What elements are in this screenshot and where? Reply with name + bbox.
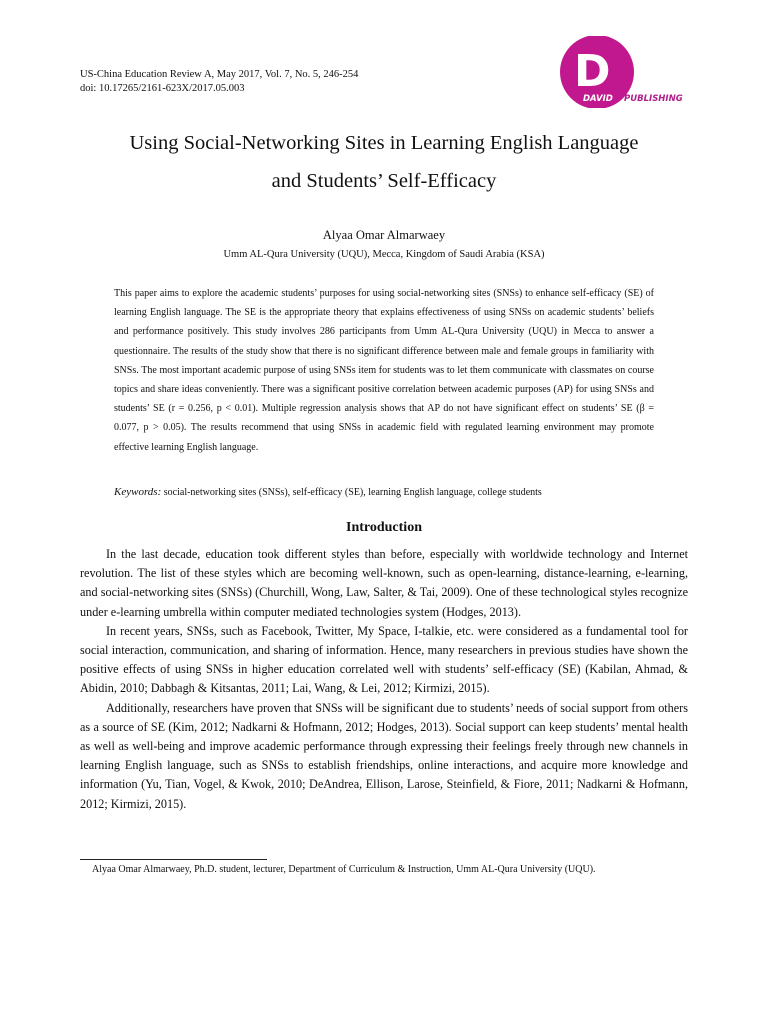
david-publishing-logo — [554, 36, 694, 108]
title-line-2: and Students’ Self-Efficacy — [271, 170, 497, 192]
footnote: Alyaa Omar Almarwaey, Ph.D. student, lecturer, Department of Curriculum & Instruction, Umm AL-Qura University (UQU). — [92, 864, 596, 875]
paragraph: Additionally, researchers have proven that SNSs will be significant due to students’ needs of social support from others as a source of SE (Kim, 2012; Nadkarni & Hofmann, 2012; Hodges, 2013). Social support can keep students’ mental health as well as well-being and improve academic performance through expressing their feelings freely through new channels in learning English language, such as SNSs to establish friendships, online interactions, and acquire more knowledge and information (Yu, Tian, Vogel, & Kwok, 2010; DeAndrea, Ellison, Larose, Steinfield, & Fiore, 2011; Nadkarni & Hofmann, 2012; Kirmizi, 2015). — [80, 700, 688, 811]
keywords — [114, 486, 674, 498]
introduction-heading: Introduction — [346, 520, 422, 535]
logo-text-publishing: PUBLISHING — [624, 94, 683, 104]
journal-citation: US-China Education Review A, May 2017, Vol. 7, No. 5, 246-254 — [80, 69, 359, 80]
logo-text-david: DAVID — [583, 94, 613, 104]
author-affiliation: Umm AL-Qura University (UQU), Mecca, Kingdom of Saudi Arabia (KSA) — [223, 249, 545, 260]
doi: doi: 10.17265/2161-623X/2017.05.003 — [80, 83, 245, 94]
keywords-text: social-networking sites (SNSs), self-efficacy (SE), learning English language, college students — [163, 487, 542, 498]
logo-letter: D — [574, 46, 611, 97]
introduction-body — [80, 545, 688, 814]
paragraph: In the last decade, education took different styles than before, especially with worldwide technology and Internet revolution. The list of these styles which are becoming well-known, such as open-learning, distance-learning, e-learning, and social-networking sites (SNSs) (Churchill, Wong, Law, Salter, & Tai, 2009). One of these technological styles recognize under e-learning umbrella within computer mediated technologies system (Hodges, 2013). — [80, 547, 688, 619]
author-name: Alyaa Omar Almarwaey — [322, 228, 446, 242]
abstract: This paper aims to explore the academic students’ purposes for using social-networking sites (SNSs) to enhance self-efficacy (SE) of learning English language. The SE is the appropriate theory that explains effectiveness of using SNSs on academic students’ beliefs and performance positively. This study involves 286 participants from Umm AL-Qura University (UQU) in Mecca to answer a questionnaire. The results of the study show that there is no significant difference between male and female groups in familiarity with SNSs. The most important academic purpose of using SNSs item for students was to let them communicate with classmates on course topics and share ideas conveniently. There was a significant positive correlation between academic purposes (AP) for using SNSs and students’ SE (r = 0.256, p < 0.01). Multiple regression analysis shows that AP do not have significant effect on students’ SE (β = 0.077, p > 0.05). The results recommend that using SNSs in academic field with regulated learning environment may promote effective learning English language. — [114, 288, 654, 453]
paragraph: In recent years, SNSs, such as Facebook, Twitter, My Space, I-talkie, etc. were considered as a fundamental tool for social interaction, communication, and sharing of information. Hence, many researchers in previous studies have shown the positive effects of using SNSs in higher education correlated well with students’ self-efficacy (SE) (Kabilan, Ahmad, & Abidin, 2010; Dabbagh & Kitsantas, 2011; Lai, Wang, & Lei, 2012; Kirmizi, 2015). — [80, 623, 688, 696]
footnote-divider — [80, 859, 267, 860]
keywords-label: Keywords: — [114, 486, 162, 498]
title-line-1: Using Social-Networking Sites in Learning English Language — [129, 132, 639, 154]
paper-title — [60, 124, 708, 200]
journal-header — [80, 68, 358, 96]
